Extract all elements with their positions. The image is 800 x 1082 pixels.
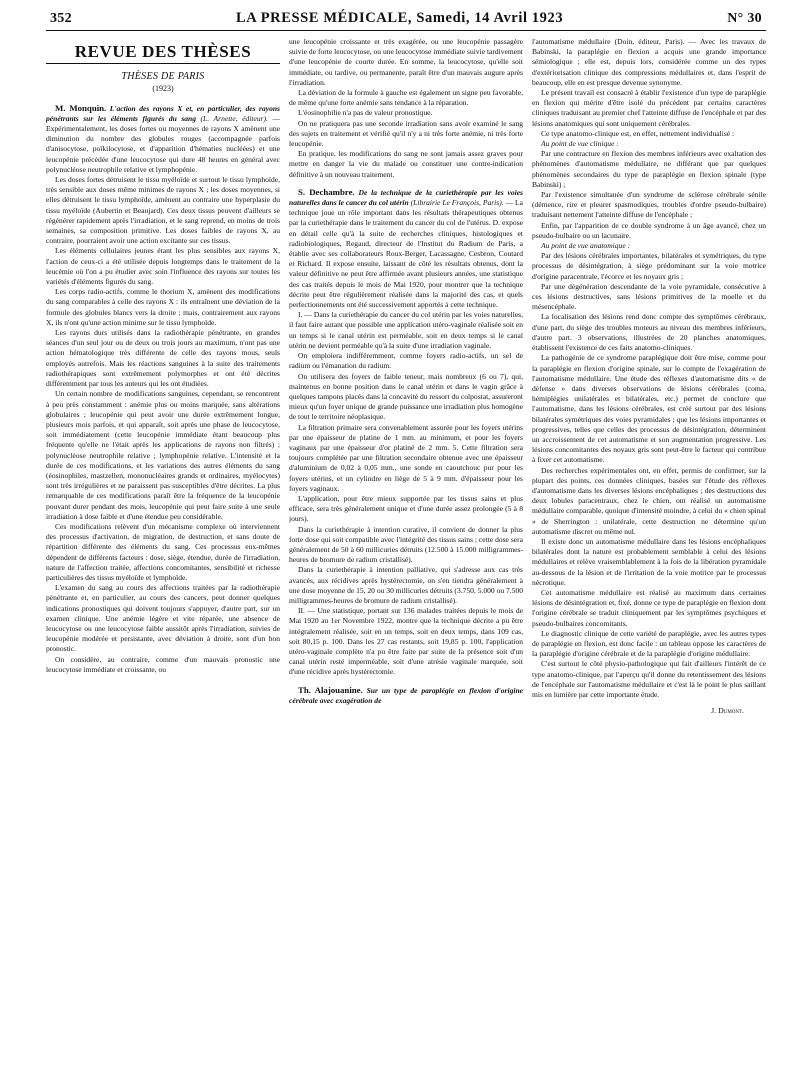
- entry-body: — La technique joue un rôle important dans les résultats thérapeutiques obtenus par la curiethérapie dans le traitement du cancer du col de l'utérus. D. expose en détail celle qu'à la suite de recherches cliniques, histologiques et radiobiologiques, Regaud, directeur de l'Institut du Radium de Paris, a établie avec ses collaborateurs Roux-Berger, Lacassagne, Cesbron, Coutard et Richard. Il expose ensuite, laissant de côté les résultats obtenus, dont la valeur définitive ne peut être affirmée avant plusieurs années, une statistique des cas traités depuis le mois de Mai 1920, pour montrer que la technique décrite peut être régulièrement réalisée dans la majorité des cas, et quels perfectionnements ont été successivement apportés à cette technique.: [289, 198, 523, 310]
- paragraph: Le diagnostic clinique de cette variété de paraplégie, avec les autres types de paraplégie en flexion, est donc facile : un tableau oppose les caractères de la paraplégie d'origine cérébrale et de la paraplégie d'origine médullaire.: [532, 628, 766, 659]
- entry-author: S. Dechambre.: [298, 186, 355, 197]
- paragraph: une leucopénie croissante et très exagérée, ou une leucopénie passagère suivie de forte leucocytose, ou une leucocytose immédiate suivie tardivement d'une leucopénie de courte durée. En somme, la leucocytose, qu'elle soit immédiate, ou tardive, ou permanente, paraît être d'un mauvais augure après l'irradiation.: [289, 37, 523, 87]
- paragraph: Cet automatisme médullaire est réalisé au maximum dans certaines lésions de désintégration et, fixé, donne ce type de paraplégie en flexion dont l'origine cérébrale se traduit cliniquement par les symptômes psychiques et pseudo-bulbaires concomitants.: [532, 587, 766, 628]
- paragraph: En pratique, les modifications du sang ne sont jamais assez graves pour mettre en danger la vie du malade ou constituer une contre-indication définitive à un nouveau traitement.: [289, 149, 523, 179]
- paragraph: L'examen du sang au cours des affections traitées par la radiothérapie pénétrante et, en particulier, au cours des cancers, peut donner quelques indications pronostiques qui doivent toujours s'appuyer, d'autre part, sur un examen clinique. Une anémie légère et vite réparée, une absence de leucocytose ou une leucocytose faible aussitôt après l'irradiation, suivies de leucopénie modérée et persistante, avec déviation à droite, sont d'un bon pronostic.: [46, 583, 280, 654]
- paragraph: I. — Dans la curiethérapie du cancer du col utérin par les voies naturelles, il faut faire autant que possible une application utéro-vaginale réalisée soit en un temps si le canal utérin est perméable, soit en deux temps si le canal utérin ne devient perméable qu'à la suite d'une irradiation vaginale.: [289, 310, 523, 350]
- page-number: 352: [50, 11, 72, 26]
- reviewer-signature: J. Dumont.: [711, 706, 744, 716]
- column-2: [289, 37, 523, 1072]
- paragraph: Les corps radio-actifs, comme le thorium X, amènent des modifications du sang comparables à celle des rayons X : ils entraînent une déviation de la formule des globules blancs vers la droite ; mais, contrairement aux rayons X, ils n'ont qu'une action minime sur le tissu lymphoïde.: [46, 287, 280, 327]
- column-3: [532, 37, 766, 1072]
- paragraph: La pathogénie de ce syndrome paraplégique doit être mise, comme pour la paraplégie en flexion d'origine spinale, sur le compte de l'exagération de l'automatisme médullaire. Une étude des réflexes d'automatisme dits « de défense » dans diverses observations de lésions cérébrales (coma, hémiplégies unilatérales et bilatérales, etc.) permet de conclure que l'automatisme, dans les lésions cérébrales, est créé surtout par des lésions bilatérales symétriques des voies pyramidales ; que les lésions importantes et progressives, telles que celles des processus de désintégration, déterminent un accroissement de cet automatisme et son augmentation progressive. Les lésions concomitantes des noyaux gris sont peut-être le facteur qui contribue à fixer cet automatisme.: [532, 353, 766, 465]
- paragraph: On ne pratiquera pas une seconde irradiation sans avoir examiné le sang des sujets en traitement et vérifié qu'il n'y a ni très forte anémie, ni très forte leucopénie.: [289, 118, 523, 149]
- entry-title: Sur un type de paraplégie en flexion d'origine cérébrale avec exagération de: [289, 685, 523, 705]
- paragraph: Les doses fortes détruisent le tissu myéloïde et surtout le tissu lymphoïde, très sensible aux doses même minimes de rayons X ; les doses moyennes, si elles détruisent le tissu lymphoïde, amènent au contraire une hyperplasie du tissu myéloïde (Aubertin et Beaujard). Ces deux tissus peuvent d'ailleurs se régénérer rapidement après l'irradiation, et le sang reprend, en moins de trois semaines, sa composition primitive. Les doses faibles de rayons X, au contraire, pourraient avoir une action excitante sur ces tissus.: [46, 175, 280, 246]
- journal-page: [46, 10, 766, 1072]
- section-year: (1923): [152, 84, 174, 94]
- paragraph: L'éosinophilie n'a pas de valeur pronostique.: [298, 108, 433, 118]
- issue-number: N° 30: [727, 11, 762, 26]
- entry-body: — Expérimentalement, les doses fortes ou moyennes de rayons X amènent une diminution du nombre des globules rouges (accompagnée parfois d'anisocytose, poïkilocytose, et d'apparition d'hématies nucléées) et une leucopénie précédée d'une leucocytose qui dure 48 heures en général avec polynucléose neutrophile relative et lymphopénie.: [46, 113, 280, 174]
- paragraph: Ce type anatomo-clinique est, en effet, nettement individualisé :: [541, 128, 735, 138]
- paragraph: Par des lésions cérébrales importantes, bilatérales et symétriques, du type processus de désintégration, à siège prédominant sur la voie motrice d'origine paracentrale, l'écorce et les noyaux gris ;: [532, 251, 766, 281]
- entry-author: M. Monquin.: [55, 102, 107, 113]
- paragraph: II. — Une statistique, portant sur 136 malades traitées depuis le mois de Mai 1920 au 1er Novembre 1922, montre que la technique décrite a pu être intégralement réalisée, soit en un temps, soit en deux temps, dans 109 cas, soit 80,15 p. 100. Dans les 27 cas restants, soit 19,85 p. 100, l'application utéro-vaginale complète n'a pu être faite par suite de la présence soit d'un canal utérin resté imperméable, soit d'une atrésie vaginale marquée, soit d'une récidive après hystérectomie.: [289, 606, 523, 677]
- column-1: [46, 37, 280, 1072]
- paragraph: On emploiera indifféremment, comme foyers radio-actifs, un sel de radium ou l'émanation du radium.: [289, 351, 523, 371]
- paragraph: Par une contracture en flexion des membres inférieurs avec exaltation des phénomènes d'automatisme médullaire, ne différant que par quelques phénomènes secondaires du type de paraplégie en flexion spinale (type Babinski) ;: [532, 149, 766, 189]
- paragraph: Par une dégénération descendante de la voie pyramidale, consécutive à ces lésions destructives, sans lésions primitives de la moelle et du mésencéphale.: [532, 281, 766, 312]
- paragraph: Enfin, par l'apparition de ce double syndrome à un âge avancé, chez un pseudo-bulbaire ou un lacunaire.: [532, 220, 766, 240]
- paragraph: Des recherches expérimentales ont, en effet, permis de confirmer, sur la plupart des points, ces données cliniques, basées sur l'étude des réflexes d'automatisme dans les diverses lésions encéphaliques ; des destructions des deux lobules paracentraux, chez le chien, ont réalisé un automatisme médullaire comparable, quoique d'intensité moindre, à celui du « chien spinal » de Sherrington : unilatérale, cette destruction ne détermine qu'un automatisme discret ou même nul.: [532, 465, 766, 536]
- entry-publisher: (L. Arnette, éditeur).: [200, 113, 268, 123]
- entry-author: Th. Alajouanine.: [298, 684, 363, 695]
- thesis-entry-monquin: [46, 103, 280, 175]
- paragraph: Ces modifications relèvent d'un mécanisme complexe où interviennent des processus d'activation, de migration, de destruction, et sans doute de répartition différente des éléments du sang. Ces processus eux-mêmes dépendent de différents facteurs : dose, siège, étendue, durée de l'irradiation, nature de l'affection traitée, affections concomitantes, sensibilité et richesse particulières des tissus myéloïde et lymphoïde.: [46, 521, 280, 582]
- subheading: Au point de vue anatomique :: [541, 241, 631, 251]
- section-subtitle: THÈSES DE PARIS: [121, 71, 205, 83]
- paragraph: La filtration primaire sera convenablement assurée pour les foyers utérins par une épaisseur de platine de 1 mm. au minimum, et pour les foyers vaginaux par une épaisseur d'or platiné de 2 mm. 5. Cette filtration sera toujours complétée par une filtration secondaire obtenue avec une épaisseur d'aluminium de 0,02 à 0,05 mm., une sonde en caoutchouc pur pour les foyers utérins, et un cylindre en liège de 5 à 9 mm. d'épaisseur pour les foyers vaginaux.: [289, 422, 523, 493]
- paragraph: La déviation de la formule à gauche est également un signe peu favorable, de même qu'une forte anémie sans tendance à la réparation.: [289, 88, 523, 108]
- paragraph: La localisation des lésions rend donc compte des symptômes cérébraux, d'une part, du siège des troubles moteurs au niveau des membres inférieurs, d'autre part. 3 observations, illustrées de 20 planches anatomiques, établissent l'existence de ces faits anatomo-cliniques.: [532, 312, 766, 353]
- paragraph: On utilisera des foyers de faible teneur, mais nombreux (6 ou 7), qui, maintenus en bonne position dans le canal utérin et dans le vagin grâce à quelques tampons placés dans la concavité du ressort du colpostat, assureront mieux qu'un foyer unique de grande puissance une irradiation plus homogène de tout le territoire néoplasique.: [289, 371, 523, 422]
- thesis-entry-alajouanine: [289, 685, 523, 706]
- paragraph: Dans la curiethérapie à intention palliative, qui s'adresse aux cas très avancés, aux récidives après hystérectomie, on s'en tiendra généralement à une dose moyenne de 15, 20 ou 30 millicuries détruits (3.750, 5.000 ou 7.500 milligrammes-heures de bromure de radium cristallisé).: [289, 565, 523, 605]
- paragraph: L'application, pour être mieux supportée par les tissus sains et plus efficace, sera très généralement unique et d'une durée assez prolongée (5 à 8 jours).: [289, 493, 523, 524]
- entry-publisher: (Librairie Le François, Paris).: [410, 198, 504, 208]
- subheading: Au point de vue clinique :: [541, 139, 619, 149]
- entry-title: L'action des rayons X et, en particulier, des rayons pénétrants sur les éléments figurés du sang: [46, 103, 280, 123]
- entry-title: De la technique de la curiethérapie par les voies naturelles dans le cancer du col utérin: [289, 187, 523, 208]
- paragraph: Il existe donc un automatisme médullaire dans les lésions encéphaliques bilatérales dont la nature est probablement semblable à celui des lésions médullaires et relève vraisemblablement à la fois de la libération pyramidale au-dessous de la lésion et de l'irritation de la voie motrice par le processus nécrotique.: [532, 536, 766, 587]
- journal-title: LA PRESSE MÉDICALE, Samedi, 14 Avril 1923: [235, 10, 564, 26]
- paragraph: Le présent travail est consacré à établir l'existence d'un type de paraplégie en flexion qui mérite d'être isolé du précédent par certains caractères cliniques traduisant au premier chef l'atteinte diffuse de l'encéphale et par des lésions anatomiques qui sont uniquement cérébrales.: [532, 88, 766, 128]
- paragraph: On considère, au contraire, comme d'un mauvais pronostic une leucocytose immédiate et croissante, ou: [46, 654, 280, 674]
- paragraph: Les éléments cellulaires jeunes étant les plus sensibles aux rayons X, l'action de ceux-ci a été utilisée depuis longtemps dans le traitement de la leucémie où l'on a pu étudier avec soin l'influence des rayons sur toutes les variétés d'éléments figurés du sang.: [46, 246, 280, 287]
- paragraph: Par l'existence simultanée d'un syndrome de sclérose cérébrale sénile (démence, rire et pleurer spasmodiques, troubles d'ordre pseudo-bulbaire) traduisant nettement l'atteinte diffuse de l'encéphale ;: [532, 190, 766, 220]
- paragraph: Un certain nombre de modifications sanguines, cependant, se rencontrent à peu près constamment : anémie plus ou moins marquée, sans altérations globulaires ; leucopénie qui peut avoir une durée extrêmement longue, plusieurs mois parfois, et qui apparaît, soit après une phase de leucocytose, soit immédiatement (cette leucopénie immédiate étant beaucoup plus fréquente qu'elle ne l'était après les applications de rayons non filtrés) ; polynucléose neutrophile relative ; lymphopénie relative. L'intensité et la durée de ces modifications, et les variations des autres éléments du sang (éosinophiles, mastzellen, mononucléaires grands et ordinaires, myélocytes) sont très irrégulières et ne paraissent pas susceptibles d'être décrites. La plus remarquable de ces modifications paraît être la fréquence de la leucopénie pouvant durer pendant des mois, leucopénie qui peut faire suite à une seule irradiation à dose faible et d'une étendue peu considérable.: [46, 389, 280, 521]
- paragraph: Les rayons durs utilisés dans la radiothérapie pénétrante, en grandes séances d'un seul jour ou de deux ou trois jours au maximum, n'ont pas une action hématologique très différente de celle des rayons mous, seuls employés autrefois. Mais les réactions sanguines à la suite des traitements radiothérapiques sont extrêmement polymorphes et ont été décrites différemment par tous les auteurs qui les ont étudiées.: [46, 328, 280, 389]
- text-columns: [46, 37, 766, 1072]
- paragraph: Dans la curiethérapie à intention curative, il convient de donner la plus forte dose qui soit compatible avec l'intégrité des tissus sains ; cette dose sera généralement de 50 à 60 millicuries détruits (12.500 à 15.000 milligrammes-heures de bromure de radium cristallisé).: [289, 524, 523, 565]
- section-title: REVUE DES THÈSES: [46, 47, 280, 64]
- thesis-entry-dechambre: [289, 187, 523, 310]
- paragraph: C'est surtout le côté physio-pathologique qui fait d'ailleurs l'intérêt de ce type anatomo-clinique, par l'aperçu qu'il donne du retentissement des lésions de l'encéphale sur l'automatisme médullaire et c'est là le point le plus saillant mis en lumière par cette importante étude.: [532, 659, 766, 699]
- running-header: [46, 10, 766, 31]
- paragraph: l'automatisme médullaire (Doin, éditeur, Paris). — Avec les travaux de Babinski, la paraplégie en flexion a acquis une grande importance sémiologique ; elle est, depuis lors, considérée comme un des types d'extériorisation clinique des compressions médullaires et, dans l'esprit de beaucoup, elle en est presque devenue synonyme.: [532, 37, 766, 87]
